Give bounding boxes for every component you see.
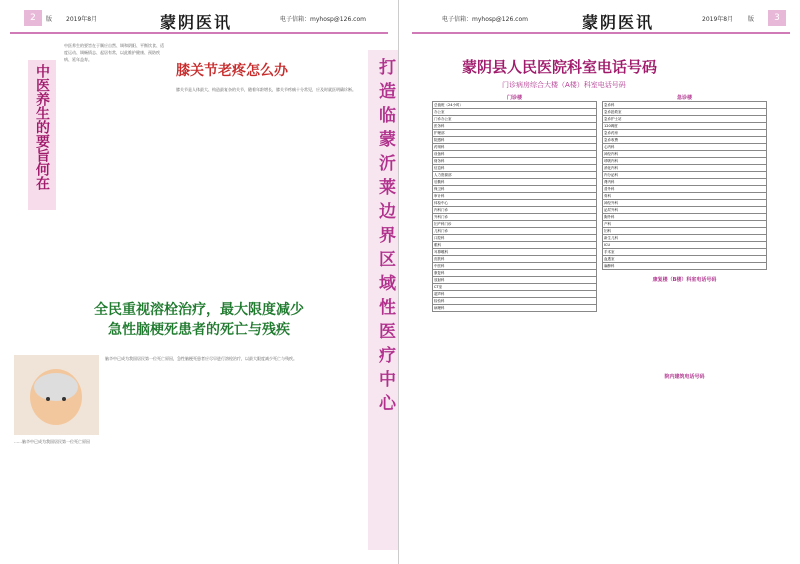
article1-title: 膝关节老疼怎么办 [176,63,288,79]
side-title-box [28,60,56,210]
center-banner [368,50,398,550]
table-row [433,242,597,249]
department-name: 超声科 [433,291,597,298]
table-row [603,214,767,221]
table-row [603,242,767,249]
table-row [603,158,767,165]
table-row [603,109,767,116]
table-row [433,200,597,207]
contact-email: 电子信箱：myhosp@126.com [280,16,366,23]
table-row [603,249,767,256]
department-name: 外科门诊 [433,214,597,221]
table-row [433,270,597,277]
department-name: 产科 [603,221,767,228]
table-row [433,228,597,235]
table-row [433,158,597,165]
table-row [433,102,597,109]
phone-table-right [602,101,767,270]
department-name: 新生儿科 [603,235,767,242]
table-row [433,123,597,130]
department-name: 门诊办公室 [433,116,597,123]
article2-title-line1: 全民重视溶栓治疗，最大限度减少 [94,302,304,318]
department-name: ICU [603,242,767,249]
article2-illustration [14,355,99,435]
department-name: 财务科 [433,158,597,165]
department-name: 康复科 [433,270,597,277]
side-title: 中医养生的要旨何在 [34,64,50,190]
department-name: 信息科 [433,165,597,172]
department-name: 胸外科 [603,214,767,221]
department-name: 神经内科 [603,151,767,158]
table-row [433,130,597,137]
department-name: 妇产科门诊 [433,221,597,228]
table-row [603,186,767,193]
department-name: 消化内科 [603,165,767,172]
table-row [433,256,597,263]
right-page [402,0,800,564]
department-name: 泌尿外科 [603,207,767,214]
department-name: 麻醉科 [603,263,767,270]
department-name: 药剂科 [433,144,597,151]
department-name: 总值班（24小时） [433,102,597,109]
table-row [433,249,597,256]
table-row [603,116,767,123]
department-name: 中医科 [433,263,597,270]
left-page [0,0,399,564]
section-emergency: 急诊楼 [676,95,692,101]
issue-date: 2019年8月 [702,16,734,23]
table-row [433,193,597,200]
department-name: 手术室 [603,249,767,256]
sub-title: 门诊病房综合大楼（A楼）科室电话号码 [502,81,626,89]
table-left [432,94,597,312]
department-name: 医务科 [433,123,597,130]
table-row [433,116,597,123]
department-name: 办公室 [433,109,597,116]
table-row [433,298,597,305]
section-outpatient: 门诊楼 [506,95,522,101]
department-name: 检验科 [433,298,597,305]
table-row [603,200,767,207]
department-name: 病理科 [433,305,597,312]
left-header [10,10,388,34]
issue-date: 2019年8月 [66,16,98,23]
table-row [433,214,597,221]
table-row [603,151,767,158]
section-campus: 院内建筑电话号码 [664,374,705,380]
department-name: CT室 [433,284,597,291]
table-row [433,284,597,291]
table-row [433,221,597,228]
headache-illustration [14,355,99,435]
article1-body: 膝关节是人体最大、构造最复杂的关节，随着年龄增长，膝关节疼痛十分常见，应及时就医明确诊断。 [176,87,356,92]
table-row [603,235,767,242]
article2-title-line2: 急性脑梗死患者的死亡与残疾 [108,322,290,338]
table-row [433,291,597,298]
table-right [602,94,767,380]
department-name: 后勤科 [433,179,597,186]
main-title: 蒙阴县人民医院科室电话号码 [462,58,658,76]
table-row [603,102,767,109]
right-header [412,10,790,34]
contact-email: 电子信箱：myhosp@126.com [442,16,528,23]
department-name: 急诊护士站 [603,116,767,123]
table-row [603,144,767,151]
department-name: 护理部 [433,130,597,137]
table-row [433,109,597,116]
department-name: 放射科 [433,277,597,284]
table-row [433,235,597,242]
table-row [603,179,767,186]
table-row [603,130,767,137]
page-number: 2 [24,10,42,26]
table-row [603,123,767,130]
department-name: 审计科 [433,193,597,200]
table-row [603,228,767,235]
table-row [433,277,597,284]
department-name: 内分泌科 [603,172,767,179]
department-name: 人力资源部 [433,172,597,179]
table-row [433,263,597,270]
table-row [603,263,767,270]
page-word: 版 [748,16,755,23]
table-row [433,137,597,144]
department-name: 耳鼻喉科 [433,249,597,256]
table-row [603,193,767,200]
table-row [603,137,767,144]
table-row [603,172,767,179]
department-name: 设备科 [433,151,597,158]
table-row [603,207,767,214]
department-name: 妇科 [603,228,767,235]
department-name: 儿科门诊 [433,228,597,235]
department-name: 保卫科 [433,186,597,193]
department-name: 血透室 [603,256,767,263]
department-name: 院感科 [433,137,597,144]
department-name: 心内科 [603,144,767,151]
department-name: 骨科 [603,193,767,200]
table-row [433,305,597,312]
illustration-caption: ……脑卒中已成为我国居民第一位死亡原因 [14,439,90,444]
table-row [603,256,767,263]
center-banner-text: 打造临蒙沂莱边界区域性医疗中心 [375,58,395,418]
department-name: 肾内科 [603,179,767,186]
masthead: 蒙阴医讯 [160,13,233,32]
article-text: 中医养生的要旨在于顺应自然、调和阴阳、平衡饮食、适度运动、调畅情志、起居有常，以此维护健康、预防疾病、延年益寿。 [64,43,164,62]
department-name: 皮肤科 [433,256,597,263]
department-name: 神经外科 [603,200,767,207]
table-row [603,221,767,228]
article2-title [14,300,384,340]
section-rehab: 康复楼（B楼）科室电话号码 [652,277,717,283]
page-word: 版 [46,16,53,23]
table-row [433,144,597,151]
table-row [433,172,597,179]
department-name: 急诊药房 [603,130,767,137]
table-row [433,186,597,193]
department-name: 眼科 [433,242,597,249]
department-name: 体检中心 [433,200,597,207]
phone-table-left [432,101,597,312]
department-name: 内科门诊 [433,207,597,214]
department-name: 急诊科 [603,102,767,109]
table-row [603,165,767,172]
table-row [433,179,597,186]
department-name: 呼吸内科 [603,158,767,165]
article2-body: 脑卒中已成为我国居民第一位死亡原因，急性脑梗死患者应尽早进行溶栓治疗，以最大限度减少死亡与残疾。 [105,356,297,361]
page-number: 3 [768,10,786,26]
department-name: 急诊收费 [603,137,767,144]
table-row [433,151,597,158]
department-name: 口腔科 [433,235,597,242]
department-name: 普外科 [603,186,767,193]
table-row [433,207,597,214]
department-name: 120调度 [603,123,767,130]
masthead: 蒙阴医讯 [582,13,655,32]
table-row [433,165,597,172]
department-name: 急诊抢救室 [603,109,767,116]
